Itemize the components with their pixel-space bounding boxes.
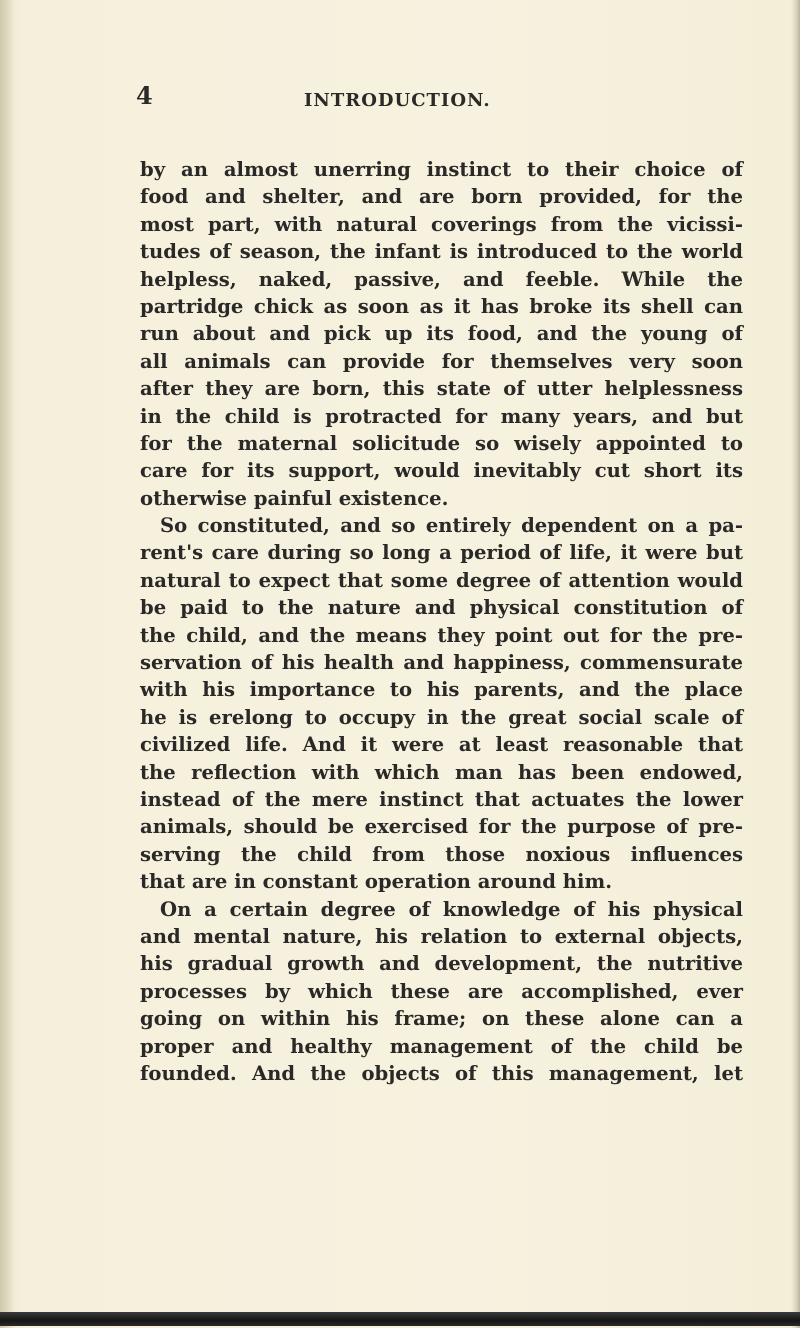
- bottom-border: [0, 1312, 800, 1326]
- text-line: servation of his health and happiness, commensurate: [140, 651, 743, 675]
- gutter-shadow: [0, 0, 14, 1328]
- text-line: all animals can provide for themselves very soon: [140, 349, 743, 373]
- page-header: [0, 81, 800, 121]
- text-line: partridge chick as soon as it has broke its shell can: [140, 294, 743, 318]
- text-line: for the maternal solicitude so wisely appointed to: [140, 431, 743, 455]
- text-line: So constituted, and so entirely dependent on a pa-: [160, 514, 743, 538]
- text-line: rent's care during so long a period of life, it were but: [140, 541, 743, 565]
- text-line: in the child is protracted for many years, and but: [140, 404, 743, 428]
- text-line: the child, and the means they point out for the pre-: [140, 623, 743, 647]
- text-line: helpless, naked, passive, and feeble. While the: [140, 267, 743, 291]
- text-line: with his importance to his parents, and the place: [140, 678, 743, 702]
- text-line: civilized life. And it were at least reasonable that: [140, 733, 743, 757]
- text-line: processes by which these are accomplished, ever: [140, 979, 743, 1003]
- text-line: otherwise painful existence.: [140, 486, 449, 510]
- text-line: that are in constant operation around him.: [140, 870, 613, 894]
- text-line: by an almost unerring instinct to their choice of: [140, 158, 743, 181]
- body-text: [140, 156, 743, 1087]
- text-line: animals, should be exercised for the purpose of pre-: [140, 815, 743, 839]
- text-line: he is erelong to occupy in the great social scale of: [140, 705, 743, 729]
- text-line: and mental nature, his relation to external objects,: [140, 924, 743, 948]
- text-line: serving the child from those noxious influences: [140, 842, 743, 866]
- text-line: tudes of season, the infant is introduced to the world: [140, 240, 743, 264]
- text-line: his gradual growth and development, the nutritive: [140, 952, 743, 976]
- text-line: instead of the mere instinct that actuates the lower: [140, 787, 743, 811]
- text-line: On a certain degree of knowledge of his physical: [160, 897, 743, 921]
- text-line: proper and healthy management of the child be: [140, 1034, 743, 1058]
- text-line: the reflection with which man has been endowed,: [140, 760, 743, 784]
- page-number: 4: [136, 81, 153, 110]
- text-line: natural to expect that some degree of attention would: [140, 568, 743, 592]
- text-line: be paid to the nature and physical constitution of: [140, 596, 743, 620]
- text-line: most part, with natural coverings from the vicissi-: [140, 212, 743, 236]
- running-head: INTRODUCTION.: [304, 90, 491, 111]
- page-edge: [791, 0, 800, 1328]
- text-line: after they are born, this state of utter helplessness: [140, 377, 743, 401]
- text-line: run about and pick up its food, and the young of: [140, 322, 743, 346]
- text-line: founded. And the objects of this management, let: [140, 1061, 743, 1085]
- text-line: care for its support, would inevitably cut short its: [140, 459, 743, 483]
- text-line: food and shelter, and are born provided, for the: [140, 185, 743, 209]
- text-line: going on within his frame; on these alone can a: [140, 1007, 743, 1031]
